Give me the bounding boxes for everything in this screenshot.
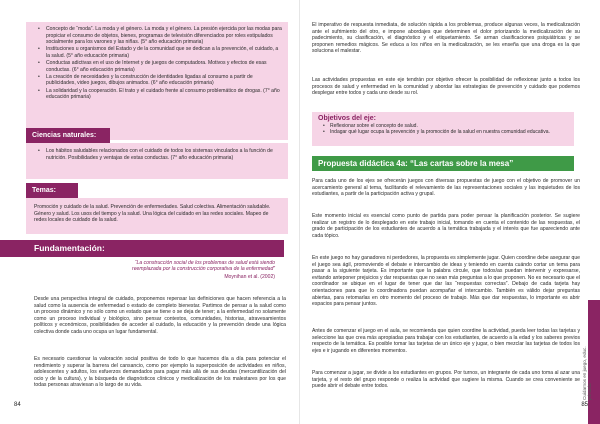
page-number-left: 84 xyxy=(14,402,21,408)
epigraph-quote xyxy=(110,260,275,280)
topics-box xyxy=(26,198,288,234)
side-running-title: Cuidarnos en juego, educ. primaria xyxy=(582,346,592,400)
quote-text: “La construcción social de los problemas de salud está siendo reemplazada por la construcción corporativa de la enfermedad” xyxy=(132,260,275,273)
paragraph-no-winners: En este juego no hay ganadores ni perdedores, la propuesta es simplemente jugar. Quien coordine debe asegurar que el juego sea ágil, promoviendo el debate e intercambio de ideas y teniendo en cuenta cuándo cortar un tema para pasar a la siguiente tarjeta. Es importante que la palabra circule, que todos/as puedan intervenir y expresarse, evitando anteponer prejuicios y dar respuestas que no sean más preguntas a lo que proponen. No es necesario que el coordinador se ubique en el lugar de tener que dar las “respuestas correctas”. Debajo de cada tarjeta hay orientaciones para que lo coordinadora puedan acompañar el intercambio. También es válido dejar preguntas abiertas, para retomarlas en otro momento del proceso de trabajo. Más que dar respuestas, lo importante es abrir espacios para pensar juntos. xyxy=(312,255,580,308)
curriculum-box xyxy=(26,22,288,140)
natural-sciences-box xyxy=(26,143,288,179)
right-page xyxy=(300,0,600,424)
rationale-paragraph-2: Es necesario cuestionar la valoración social positiva de todo lo que hacemos día a día para potenciar el rendimiento y superar la barrera del cansancio, como por ejemplo la superposición de actividades en niños, adolescentes y adultos, los esfuerzos demandados para pagar más allá de sus deudas (mercantilización del ocio y de la cultura), y la búsqueda de diagnósticos clínicos y medicalización de los malestares por los que todas personas atraviesan a lo largo de su vida. xyxy=(34,356,286,389)
paragraph-before-start: Antes de comenzar el juego en el aula, se recomienda que quien coordine la actividad, pueda leer todas las tarjetas y seleccione las que crea más apropiadas para trabajar con los estudiantes, de acuerdo a la edad y los saberes previos respecto de la temática. Es posible tomar las tarjetas de un único eje y jugar, o bien mezclar las tarjetas de todos los ejes e ir jugando en diferentes momentos. xyxy=(312,328,580,354)
paragraph-initial-moment: Este momento inicial es esencial como punto de partida para poder pensar la planificación posterior. Se sugiere realizar un registro de lo desplegado en este trabajo inicial, tomando en cuenta el contenido de las respuestas, el grado de participación de los estudiantes de acuerdo a la temática trabajada y el interés que fue apareciendo ante cada tópico. xyxy=(312,213,580,239)
topics-text: Promoción y cuidado de la salud. Prevención de enfermedades. Salud colectiva. Alimentación saludable. Género y salud. Los usos del tiempo y la salud. Una lógica del cuidado en las redes sociales. Mapeo de redes locales de cuidado de la salud. xyxy=(34,204,271,223)
paragraph-how-to-play: Para comenzar a jugar, se divide a los estudiantes en grupos. Por turnos, un integrante de cada uno toma al azar una tarjeta, y el resto del grupo responde o realiza la actividad que sugiere la misma. Cuando se crea conveniente se puede abrir el debate entre todos. xyxy=(312,370,580,390)
list-item: • Conductas adictivas en el uso de Internet y de juegos de computadora. Motivos y efectos de esas conductas. (6° año educación primaria) xyxy=(46,60,282,73)
list-item: • Instituciones u organismos del Estado y de la comunidad que se dedican a la prevención, el cuidado, a la salud. (5° año educación primaria) xyxy=(46,46,282,59)
objectives-list xyxy=(312,123,574,136)
list-item: • Indagar qué lugar ocupa la prevención y la promoción de la salud en nuestra comunidad educativa. xyxy=(330,129,568,135)
quote-author: Moynihan et al. (2002) xyxy=(224,273,275,280)
curriculum-list xyxy=(26,22,288,101)
paragraph-medicalization: El imperativo de respuesta inmediata, de solución rápida a los problemas, produce algunas veces, la medicalización ante el sufrimiento del otro, e impone abordajes que determinen el dolor priorizando la medicalización de su padecimiento, su clasificación, el diagnóstico y el etiquetamiento. Se arman clasificaciones psiquiátricas y se proponen remedios mágicos. Se educa a los niños en la medicalización, se les enseña que una droga es la que soluciona el malestar. xyxy=(312,22,580,55)
paragraph-activities: Las actividades propuestas en este eje tendrán por objetivo ofrecer la posibilidad de reflexionar junto a todos los procesos de salud y enfermedad en la comunidad y abordar las estrategias de prevención y cuidado que podemos desplegar entre todos y cada uno desde su rol. xyxy=(312,77,580,97)
list-item: • Concepto de “moda”. La moda y el género. La moda y el género. La presión ejercida por las modas para propiciar el consumo de objetos, bienes, programas de televisión diferenciados por roles estipulados socialmente para los varones y las niñas. (5° año educación primaria) xyxy=(46,26,282,46)
section-heading-natural-sciences: Ciencias naturales: xyxy=(26,128,110,143)
paragraph-games-intro: Para cada uno de los ejes se ofrecerán juegos con diversas propuestas de juego con el objetivo de promover un acercamiento general al tema, facilitando el relevamiento de las representaciones sociales y las inquietudes de los estudiantes, a partir de la participación activa y grupal. xyxy=(312,178,580,198)
rationale-paragraph-1: Desde una perspectiva integral de cuidado, proponemos repensar las definiciones que hacen referencia a la salud como la ausencia de enfermedad o estado de completo bienestar. Partimos de pensar a la salud como un proceso dinámico y no sólo como un estado que se tiene o se deja de tener; a la enfermedad no solamente como un proceso individual y biológico, sino pensar contextos, comunidades, historias, atravesamientos políticos y económicos, posibilidades de acceder al cuidado, la educación y la prevención desde una lógica colectiva donde cada uno ocupa un lugar fundamental. xyxy=(34,296,286,335)
objectives-box xyxy=(312,112,574,146)
list-item: • Los hábitos saludables relacionados con el cuidado de todos los sistemas vinculados a la función de nutrición. Posibilidades y ventajas de estas conductas. (7° año educación primaria) xyxy=(46,148,282,161)
section-heading-topics: Temas: xyxy=(26,183,78,198)
list-item: • Reflexionar sobre el concepto de salud. xyxy=(330,123,568,129)
page-number-right: 85 xyxy=(581,402,588,408)
objectives-title: Objetivos del eje: xyxy=(318,115,376,122)
proposal-heading: Propuesta didáctica 4a: “Las cartas sobre la mesa” xyxy=(312,156,574,171)
natural-sciences-list xyxy=(26,143,288,161)
list-item: • La creación de necesidades y la construcción de identidades ligadas al consumo a partir de publicidades, video juegos, dibujos animados. (6° año educación primaria) xyxy=(46,74,282,87)
section-heading-rationale: Fundamentación: xyxy=(0,240,284,257)
list-item: • La solidaridad y la cooperación. El trato y el cuidado frente al consumo problemático de drogas. (7° año educación primaria) xyxy=(46,88,282,101)
